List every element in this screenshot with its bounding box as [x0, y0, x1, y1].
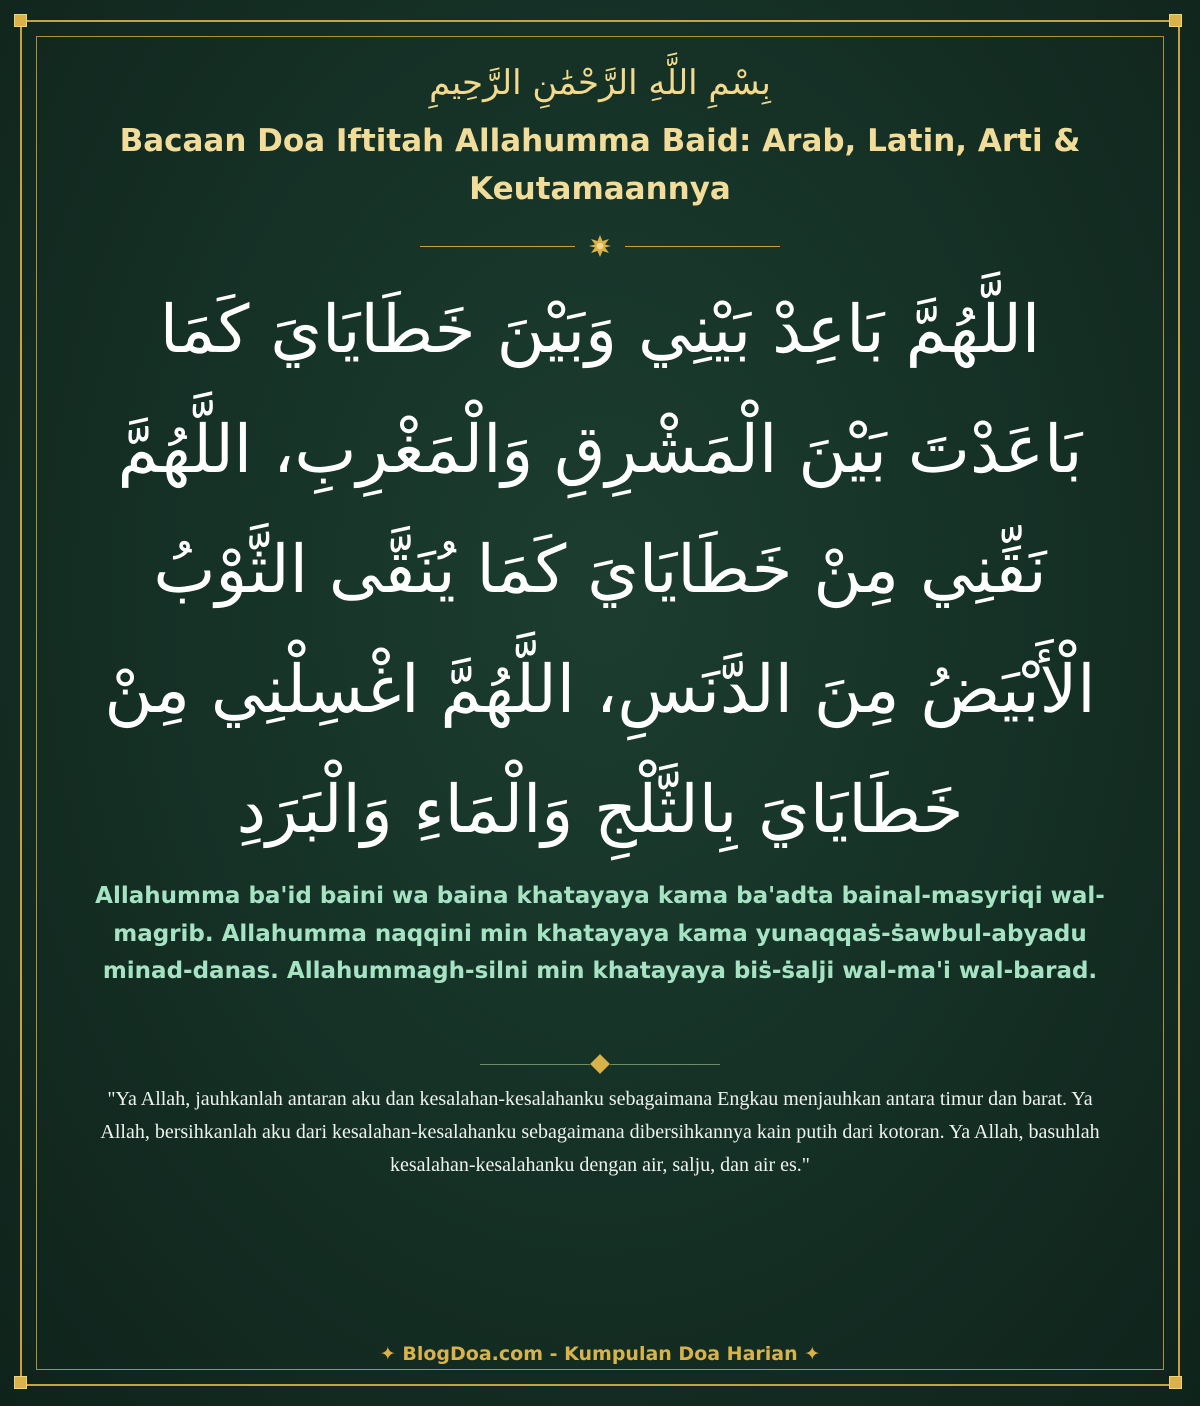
- bismillah-heading: بِسْمِ اللَّهِ الرَّحْمَٰنِ الرَّحِيمِ: [429, 63, 771, 103]
- corner-ornament-top-right: [1169, 14, 1182, 27]
- section-divider-left: [480, 1064, 590, 1065]
- star-ornament-icon: [589, 235, 611, 257]
- footer-credit: ✦ BlogDoa.com - Kumpulan Doa Harian ✦: [379, 1343, 821, 1365]
- translation-text: "Ya Allah, jauhkanlah antaran aku dan kesalahan-kesalahanku sebagaimana Engkau menjauhkan antara timur dan barat. Ya Allah, bersihkanlah aku dari kesalahan-kesalahanku sebagaimana dibersihkannya kain putih dari kotoran. Ya Allah, basuhlah kesalahan-kesalahanku dengan air, salju, dan air es.": [100, 1088, 1100, 1176]
- header-divider-left: [420, 246, 575, 247]
- page-title: Bacaan Doa Iftitah Allahumma Baid: Arab, Latin, Arti & Keutamaannya: [119, 123, 1081, 207]
- corner-ornament-bottom-right: [1169, 1376, 1182, 1389]
- corner-ornament-bottom-left: [14, 1376, 27, 1389]
- latin-transliteration: Allahumma ba'id baini wa baina khatayaya kama ba'adta bainal-masyriqi wal-magrib. Allahumma naqqini min khatayaya kama yunaqqaṡ-ṡawbul-abyadu minad-danas. Allahummagh-silni min khatayaya biṡ-ṡalji wal-ma'i wal-barad.: [95, 883, 1105, 984]
- section-divider-right: [610, 1064, 720, 1065]
- header-divider-right: [625, 246, 780, 247]
- corner-ornament-top-left: [14, 14, 27, 27]
- arabic-prayer-text: اللَّهُمَّ بَاعِدْ بَيْنِي وَبَيْنَ خَطَايَايَ كَمَا بَاعَدْتَ بَيْنَ الْمَشْرِقِ وَالْمَغْرِبِ، اللَّهُمَّ نَقِّنِي مِنْ خَطَايَايَ كَمَا يُنَقَّى الثَّوْبُ الْأَبْيَضُ مِنَ الدَّنَسِ، اللَّهُمَّ اغْسِلْنِي مِنْ خَطَايَايَ بِالثَّلْجِ وَالْمَاءِ وَالْبَرَدِ: [104, 291, 1096, 848]
